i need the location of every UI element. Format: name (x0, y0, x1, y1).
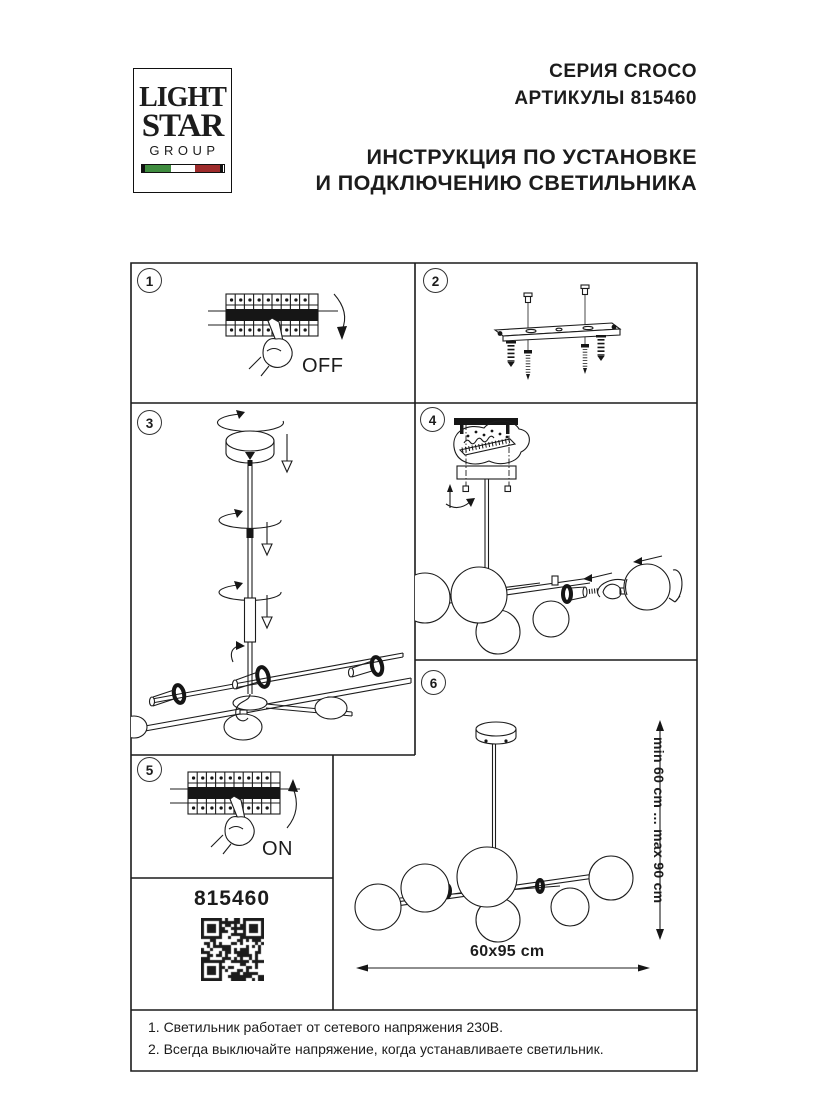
logo-light: LIGHT (139, 82, 226, 113)
arrow-up-curve (287, 788, 296, 828)
step4-install-drawing (400, 418, 682, 654)
height-dimension-label: min 60 cm ... max 90 cm (651, 737, 667, 904)
step1-number: 1 (137, 268, 162, 293)
article-title: АРТИКУЛЫ 815460 (514, 88, 697, 109)
notes (148, 1017, 604, 1060)
qr-code (201, 918, 264, 981)
step2-bracket-drawing (495, 285, 620, 380)
off-label: OFF (302, 355, 344, 377)
size-dimension-label: 60x95 cm (470, 943, 545, 960)
article-number: 815460 (193, 887, 271, 910)
instruction-line-1: ИНСТРУКЦИЯ ПО УСТАНОВКЕ (366, 145, 697, 169)
step6-number: 6 (421, 670, 446, 695)
step3-number: 3 (137, 410, 162, 435)
instruction-line-2: И ПОДКЛЮЧЕНИЮ СВЕТИЛЬНИКА (315, 170, 697, 195)
logo-group: GROUP (149, 143, 220, 158)
step2-number: 2 (423, 268, 448, 293)
step4-number: 4 (420, 407, 445, 432)
step3-rod-assembly-drawing (121, 410, 411, 740)
note-2: 2. Всегда выключайте напряжение, когда устанавливаете светильник. (148, 1040, 604, 1057)
logo-star: STAR (141, 108, 224, 144)
step6-dimensions-drawing (355, 720, 664, 972)
on-label: ON (262, 838, 293, 860)
note-1: 1. Светильник работает от сетевого напряжения 230В. (148, 1019, 504, 1035)
arrow-down-curve (334, 294, 345, 330)
series-title: СЕРИЯ CROCO (549, 61, 697, 82)
step5-number: 5 (137, 757, 162, 782)
